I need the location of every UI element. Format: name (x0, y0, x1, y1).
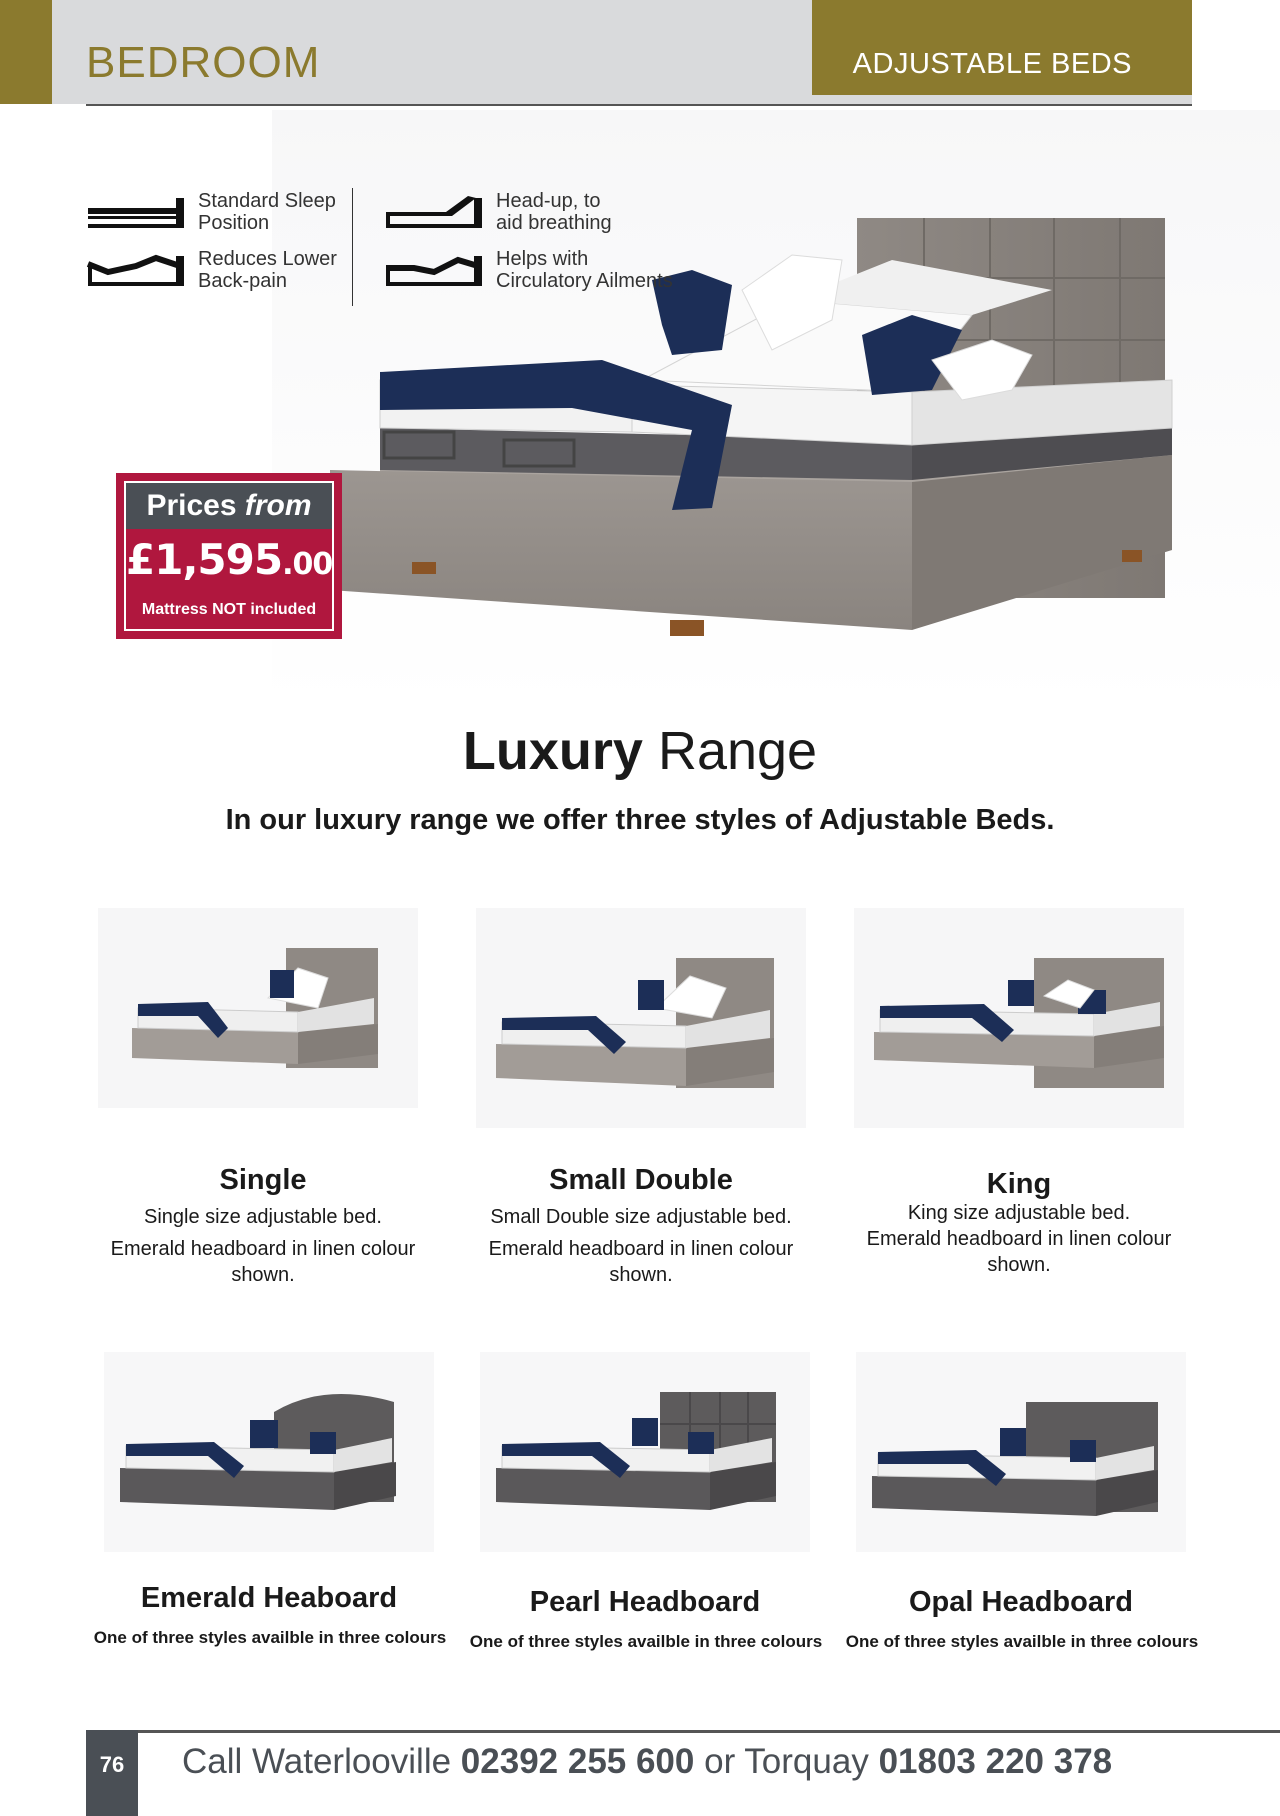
legend-label: Head-up, to aid breathing (496, 190, 612, 234)
king-bed-image (854, 908, 1184, 1128)
section-title: BEDROOM (86, 38, 321, 87)
size-note: Emerald headboard in linen colour shown. (866, 1228, 1172, 1276)
price-from: from (244, 489, 312, 522)
footer-contact (182, 1742, 1112, 1782)
size-card-small-double (476, 908, 806, 1288)
style-desc: One of three styles availble in three colours (93, 1628, 447, 1647)
category-label: ADJUSTABLE BEDS (852, 48, 1132, 80)
price-pounds: £1,595 (126, 535, 283, 584)
size-name: Small Double (549, 1164, 733, 1196)
style-name: Emerald Heaboard (140, 1582, 398, 1614)
legend-item (86, 248, 386, 298)
header-accent (0, 0, 52, 104)
phone-waterlooville[interactable]: 02392 255 600 (460, 1742, 695, 1781)
size-card-king (854, 908, 1184, 1288)
back-pain-bed-icon (86, 252, 186, 292)
size-name: Single (219, 1164, 307, 1196)
legend-item (86, 190, 386, 240)
category-tab (812, 0, 1192, 95)
style-name: Pearl Headboard (529, 1586, 761, 1618)
style-card-pearl (469, 1352, 823, 1652)
footer-rule (86, 1730, 1280, 1733)
size-desc: Small Double size adjustable bed. (490, 1206, 792, 1228)
style-card-emerald (93, 1352, 447, 1652)
price-frame (124, 481, 334, 631)
price-amount (126, 535, 332, 584)
footer-or: or Torquay (694, 1742, 879, 1781)
size-card-single (98, 908, 428, 1288)
size-note: Emerald headboard in linen colour shown. (488, 1238, 794, 1286)
range-subtitle: In our luxury range we offer three styles of Adjustable Beds. (225, 804, 1055, 836)
price-note: Mattress NOT included (141, 601, 317, 618)
range-title-rest: Range (642, 721, 818, 781)
single-bed-image (98, 908, 418, 1108)
range-title-bold: Luxury (462, 721, 643, 781)
flat-bed-icon (86, 194, 186, 234)
price-heading (126, 483, 332, 529)
opal-headboard-bed-image (856, 1352, 1186, 1552)
small-double-bed-image (476, 908, 806, 1128)
circulation-bed-icon (384, 252, 484, 292)
size-name: King (986, 1168, 1052, 1200)
legend-label: Reduces Lower Back-pain (198, 248, 337, 292)
range-title (0, 720, 1280, 782)
legend-item (384, 190, 684, 240)
size-note: Emerald headboard in linen colour shown. (110, 1238, 416, 1286)
price-pence: .00 (282, 547, 333, 582)
phone-torquay[interactable]: 01803 220 378 (878, 1742, 1113, 1781)
footer-call: Call Waterlooville (182, 1742, 461, 1781)
size-desc: King size adjustable bed. (907, 1202, 1131, 1224)
header-rule (86, 104, 1192, 106)
head-up-bed-icon (384, 194, 484, 234)
price-prefix: Prices (146, 489, 245, 522)
position-legend (86, 180, 686, 310)
size-desc: Single size adjustable bed. (144, 1206, 382, 1228)
pearl-headboard-bed-image (480, 1352, 810, 1552)
style-name: Opal Headboard (909, 1586, 1133, 1618)
style-desc: One of three styles availble in three colours (469, 1632, 823, 1651)
legend-item (384, 248, 684, 298)
legend-label: Standard Sleep Position (198, 190, 336, 234)
page-number: 76 (86, 1730, 138, 1816)
page-header (0, 0, 1280, 104)
style-desc: One of three styles availble in three colours (845, 1632, 1199, 1651)
price-badge (116, 473, 342, 639)
emerald-headboard-bed-image (104, 1352, 434, 1552)
style-card-opal (845, 1352, 1199, 1652)
legend-label: Helps with Circulatory Ailments (496, 248, 673, 292)
